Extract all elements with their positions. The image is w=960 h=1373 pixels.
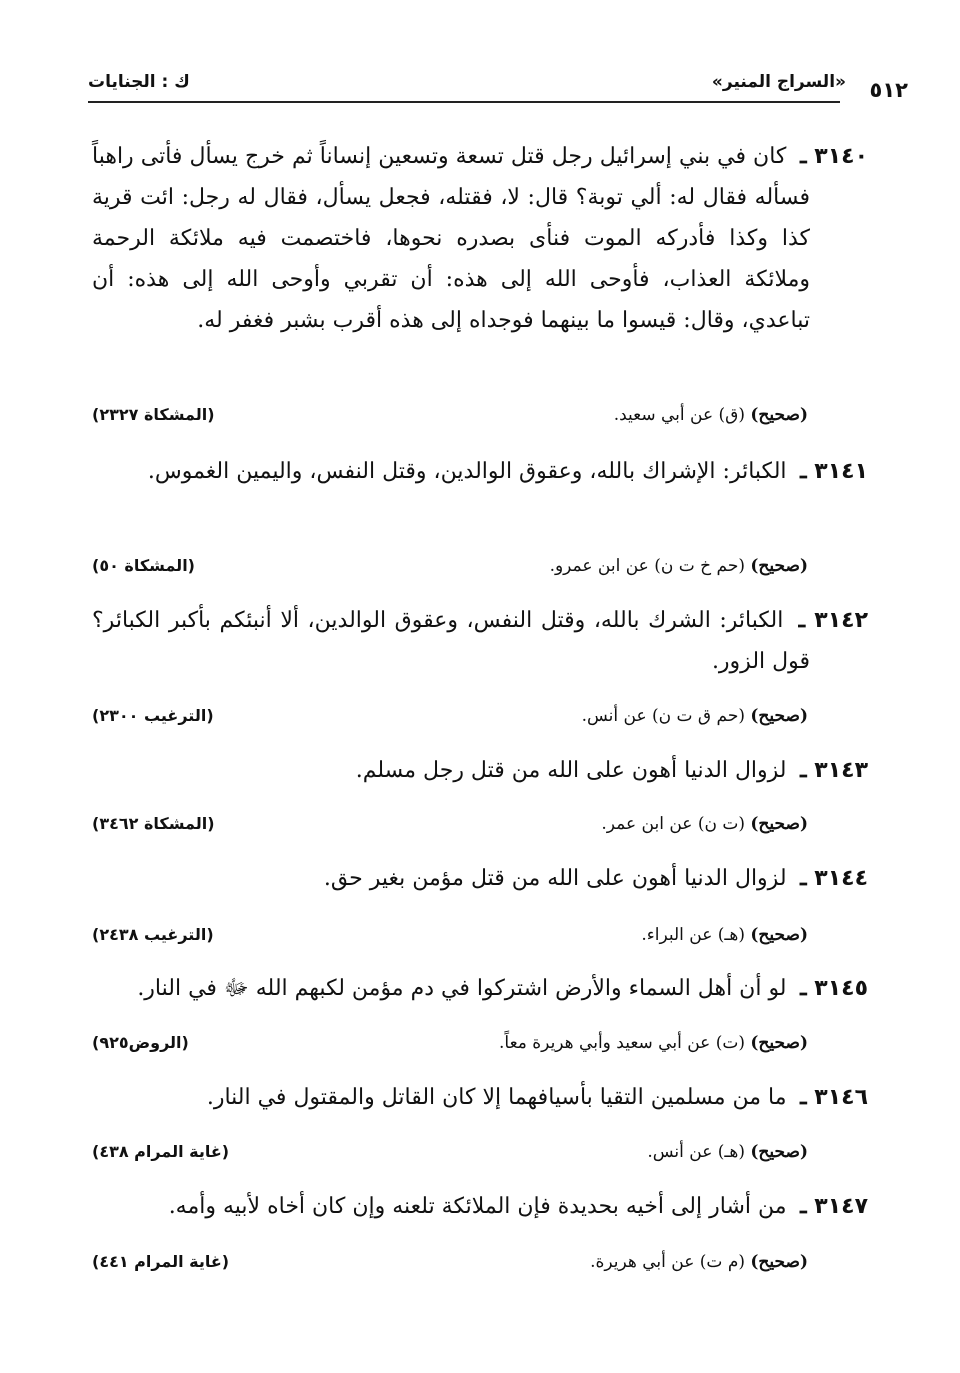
hadith-entry bbox=[92, 750, 868, 791]
hadith-entry bbox=[92, 451, 868, 492]
page-header bbox=[88, 70, 908, 100]
entry-dash: ـ bbox=[789, 607, 815, 633]
hadith-source-line bbox=[92, 925, 808, 951]
hadith-entry bbox=[92, 1186, 868, 1227]
hadith-reference: (الروض٩٢٥) bbox=[92, 1033, 189, 1052]
hadith-entry bbox=[92, 858, 868, 899]
entry-dash: ـ bbox=[792, 1193, 815, 1219]
hadith-source-line bbox=[92, 814, 808, 840]
hadith-source-line bbox=[92, 405, 808, 431]
chapter-title: ك : الجنايات bbox=[88, 72, 190, 92]
hadith-grade: (صحيح) bbox=[750, 706, 808, 726]
hadith-grade: (صحيح) bbox=[750, 556, 808, 576]
hadith-source: (حم خ ت ن) عن ابن عمرو. bbox=[549, 556, 745, 576]
hadith-entry bbox=[92, 136, 868, 341]
hadith-reference: (المشكاة ٣٤٦٢) bbox=[92, 814, 215, 833]
hadith-source-line bbox=[92, 1252, 808, 1278]
hadith-text: من أشار إلى أخيه بحديدة فإن الملائكة تلعنه وإن كان أخاه لأبيه وأمه. bbox=[168, 1194, 787, 1219]
hadith-source: (م ت) عن أبي هريرة. bbox=[590, 1252, 745, 1272]
hadith-number: ٣١٤٠ bbox=[814, 144, 869, 169]
hadith-source: (ت) عن أبي سعيد وأبي هريرة معاً. bbox=[498, 1033, 745, 1053]
hadith-source-line bbox=[92, 556, 808, 582]
hadith-number: ٣١٤٥ bbox=[814, 976, 868, 1001]
hadith-entry bbox=[92, 600, 868, 682]
hadith-reference: (المشكاة ٢٣٢٧) bbox=[92, 405, 215, 424]
hadith-reference: (غاية المرام ٤٤١) bbox=[92, 1252, 230, 1271]
book-title: «السراج المنير» bbox=[711, 72, 846, 92]
hadith-source: (حم ق ت ن) عن أنس. bbox=[581, 706, 745, 726]
hadith-number: ٣١٤١ bbox=[814, 459, 868, 484]
hadith-grade: (صحيح) bbox=[750, 925, 808, 945]
hadith-text: لزوال الدنيا أهون على الله من قتل رجل مسلم. bbox=[355, 758, 787, 783]
hadith-number: ٣١٤٤ bbox=[814, 866, 868, 891]
hadith-reference: (المشكاة ٥٠) bbox=[92, 556, 195, 575]
entry-dash: ـ bbox=[792, 757, 815, 783]
hadith-reference: (غاية المرام ٤٣٨) bbox=[92, 1142, 230, 1161]
hadith-number: ٣١٤٧ bbox=[814, 1194, 868, 1219]
hadith-grade: (صحيح) bbox=[750, 814, 808, 834]
hadith-entry bbox=[92, 968, 868, 1009]
hadith-source: (هـ) عن البراء. bbox=[641, 925, 745, 945]
hadith-text: الكبائر: الإشراك بالله، وعقوق الوالدين، وقتل النفس، واليمين الغموس. bbox=[147, 459, 787, 484]
entry-dash: ـ bbox=[792, 975, 815, 1001]
entry-dash: ـ bbox=[792, 143, 815, 169]
header-divider bbox=[88, 101, 840, 103]
hadith-grade: (صحيح) bbox=[750, 1252, 808, 1272]
entry-dash: ـ bbox=[792, 865, 815, 891]
hadith-text: كان في بني إسرائيل رجل قتل تسعة وتسعين إنساناً ثم خرج يسأل فأتى راهباً فسأله فقال له: ألي توبة؟ قال: لا، فقتله، فجعل يسأل، فقال له رجل: ائت قرية كذا وكذا فأدركه الموت فنأى بصدره نحوها، فاختصمت فيه ملائكة الرحمة وملائكة العذاب، فأوحى الله إلى هذه: أن تقربي وأوحى الله إلى هذه: أن تباعدي، وقال: قيسوا ما بينهما فوجداه إلى هذه أقرب بشبر فغفر له. bbox=[92, 144, 810, 333]
hadith-source-line bbox=[92, 1142, 808, 1168]
hadith-source: (هـ) عن أنس. bbox=[647, 1142, 745, 1162]
entry-dash: ـ bbox=[792, 1084, 815, 1110]
hadith-text: لو أن أهل السماء والأرض اشتركوا في دم مؤمن لكبهم الله ﷻ في النار. bbox=[137, 976, 787, 1001]
hadith-source: (ت ن) عن ابن عمر. bbox=[601, 814, 745, 834]
hadith-number: ٣١٤٦ bbox=[814, 1085, 868, 1110]
hadith-reference: (الترغيب ٢٣٠٠) bbox=[92, 706, 214, 725]
hadith-text: لزوال الدنيا أهون على الله من قتل مؤمن بغير حق. bbox=[323, 866, 787, 891]
hadith-grade: (صحيح) bbox=[750, 1033, 808, 1053]
hadith-entry bbox=[92, 1077, 868, 1118]
hadith-number: ٣١٤٢ bbox=[814, 608, 869, 633]
hadith-source-line bbox=[92, 706, 808, 732]
page-number: ٥١٢ bbox=[869, 78, 908, 102]
hadith-text: ما من مسلمين التقيا بأسيافهما إلا كان القاتل والمقتول في النار. bbox=[206, 1085, 787, 1110]
hadith-source-line bbox=[92, 1033, 808, 1059]
hadith-number: ٣١٤٣ bbox=[814, 758, 868, 783]
entry-dash: ـ bbox=[792, 458, 815, 484]
hadith-grade: (صحيح) bbox=[750, 1142, 808, 1162]
hadith-text: الكبائر: الشرك بالله، وقتل النفس، وعقوق الوالدين، ألا أنبئكم بأكبر الكبائر؟ قول الزور. bbox=[92, 608, 810, 674]
hadith-source: (ق) عن أبي سعيد. bbox=[613, 405, 745, 425]
hadith-grade: (صحيح) bbox=[750, 405, 808, 425]
hadith-reference: (الترغيب ٢٤٣٨) bbox=[92, 925, 214, 944]
